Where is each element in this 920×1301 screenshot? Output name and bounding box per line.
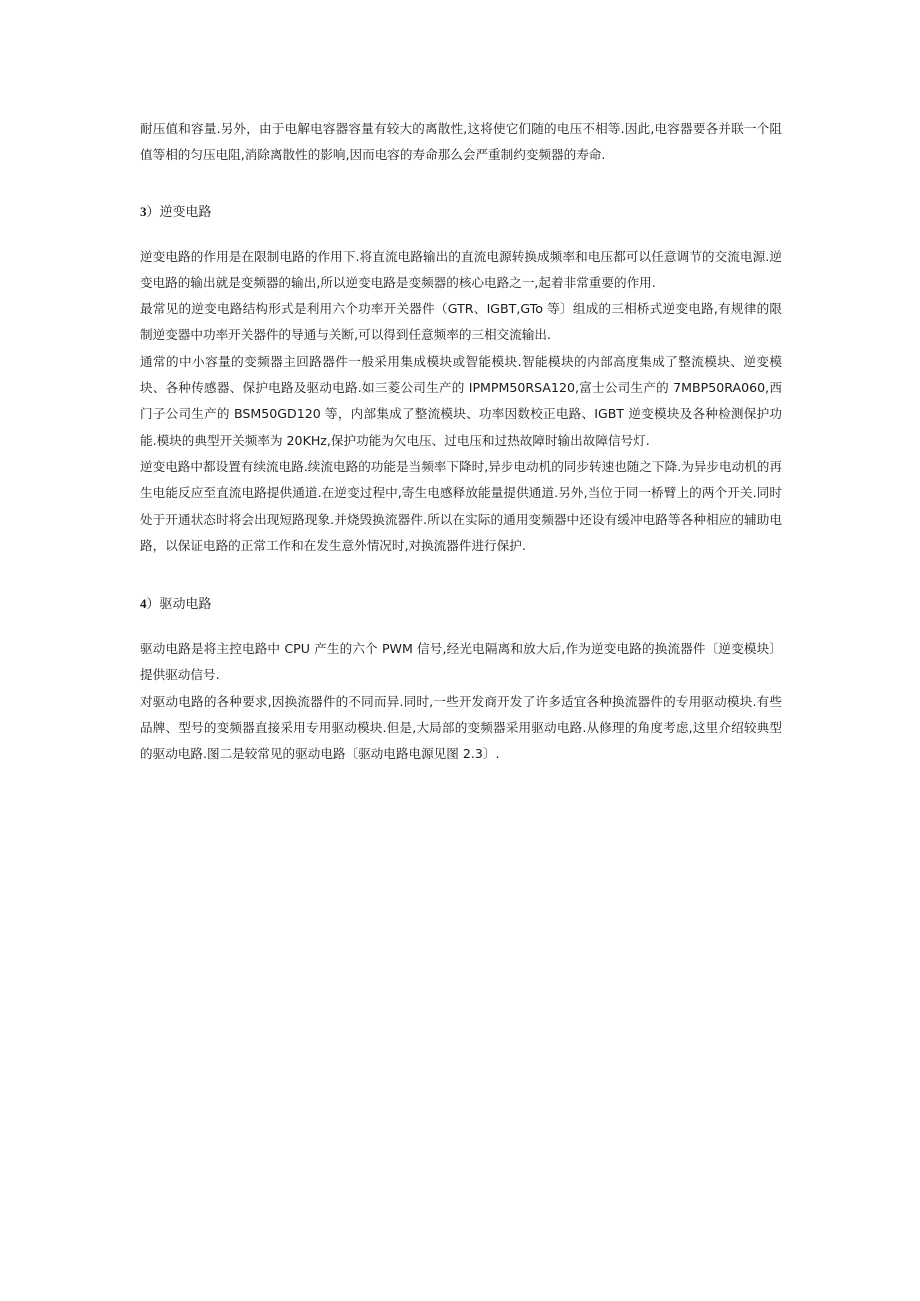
section-3-paragraph: 逆变电路的作用是在限制电路的作用下.将直流电路输出的直流电源转换成频率和电压都可以任意调节的交流电源.逆变电路的输出就是变频器的输出,所以逆变电路是变频器的核心电路之一,起着非常重要的作用.: [140, 248, 782, 290]
intro-paragraph: 耐压值和容量.另外，由于电解电容器容量有较大的离散性,这将使它们随的电压不相等.因此,电容器要各并联一个阻值等相的匀压电阻,消除离散性的影响,因而电容的寿命那么会严重制约变频器的寿命.: [140, 121, 782, 163]
section-3-number: 3: [140, 203, 147, 219]
section-4-title: ）驱动电路: [146, 597, 212, 613]
section-3-paragraph: 最常见的逆变电路结构形式是利用六个功率开关器件（GTR、IGBT,GTo 等〕组成的三相桥式逆变电路,有规律的限制逆变器中功率开关器件的导通与关断,可以得到任意频率的三相交流输出.: [140, 301, 782, 343]
section-4-paragraph: 驱动电路是将主控电路中 CPU 产生的六个 PWM 信号,经光电隔离和放大后,作为逆变电路的换流器件〔逆变模块〕提供驱动信号.: [140, 641, 782, 683]
section-3-heading: [140, 202, 782, 223]
document-page: [140, 116, 782, 768]
section-3-paragraph: 逆变电路中都设置有续流电路.续流电路的功能是当频率下降时,异步电动机的同步转速也随之下降.为异步电动机的再生电能反应至直流电路提供通道.在逆变过程中,寄生电感释放能量提供通道.另外,当位于同一桥臂上的两个开关.同时处于开通状态时将会出现短路现象.并烧毁换流器件.所以在实际的通用变频器中还设有缓冲电路等各种相应的辅助电路，以保证电路的正常工作和在发生意外情况时,对换流器件进行保护.: [140, 458, 782, 553]
section-4-paragraph: 对驱动电路的各种要求,因换流器件的不同而异.同时,一些开发商开发了许多适宜各种换流器件的专用驱动模块.有些品牌、型号的变频器直接采用专用驱动模块.但是,大局部的变频器采用驱动电路.从修理的角度考虑,这里介绍较典型的驱动电路.图二是较常见的驱动电路〔驱动电路电源见图 2.3〕.: [140, 693, 782, 762]
section-4-heading: [140, 594, 782, 615]
section-3-title: ）逆变电路: [146, 204, 212, 220]
section-4-number: 4: [140, 596, 147, 612]
section-3-paragraph: 通常的中小容量的变频器主回路器件一般采用集成模块或智能模块.智能模块的内部高度集成了整流模块、逆变模块、各种传感器、保护电路及驱动电路.如三菱公司生产的 IPMPM50RSA120,富士公司生产的 7MBP50RA060,西门子公司生产的 BSM50GD120 等，内部集成了整流模块、功率因数校正电路、IGBT 逆变模块及各种检测保护功能.模块的典型开关频率为 20KHz,保护功能为欠电压、过电压和过热故障时输出故障信号灯.: [140, 353, 782, 448]
